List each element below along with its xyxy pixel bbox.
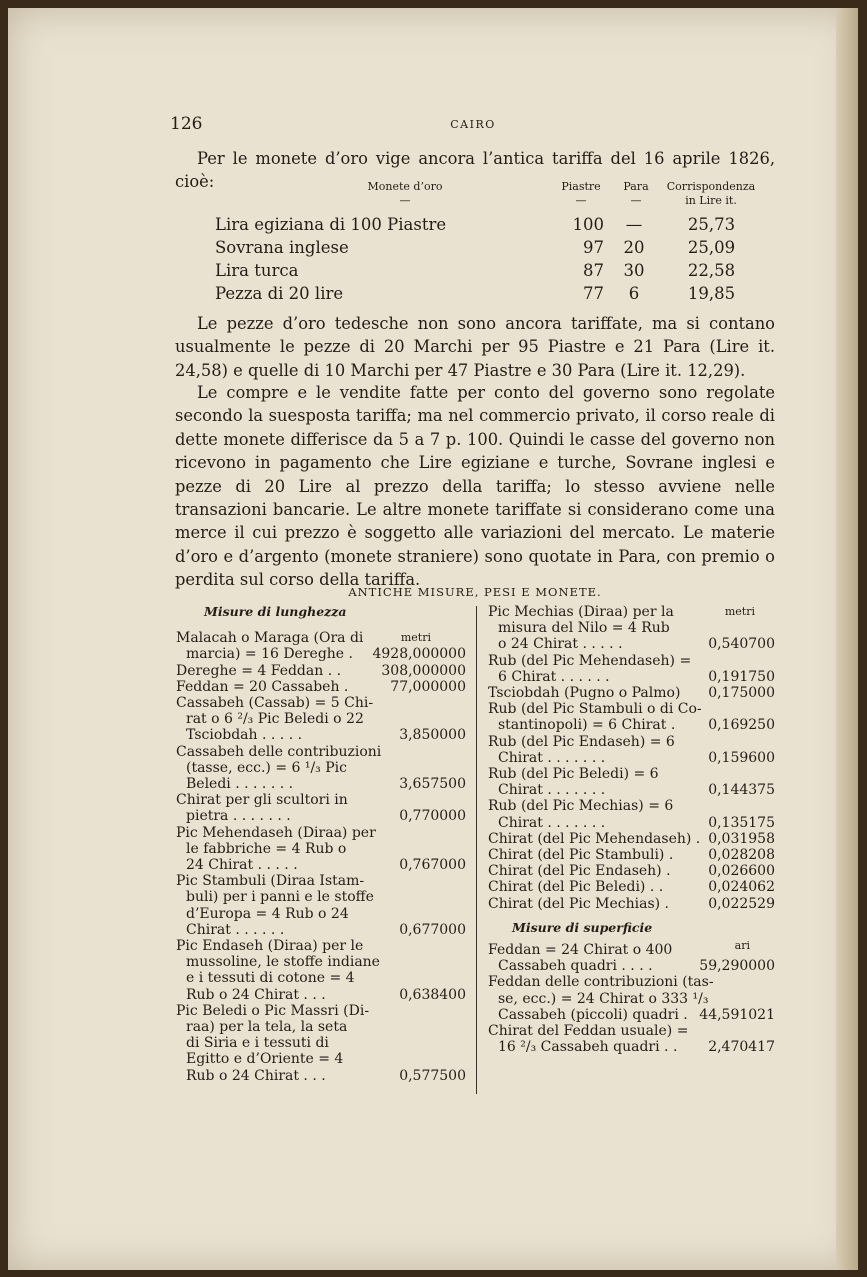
measure-text: Pic Mechias (Diraa) per la [488, 604, 674, 620]
measure-entry [176, 679, 466, 695]
measure-text: Chirat . . . . . . [186, 921, 285, 938]
lire-value: 22,58 [687, 261, 736, 280]
measure-text: 6 Chirat . . . . . . [498, 668, 610, 685]
measure-text: Chirat . . . . . . . [498, 782, 606, 799]
measure-value: 0,540700 [708, 636, 775, 653]
measure-value: 0,638400 [399, 986, 466, 1003]
measure-text: Malacah o Maraga (Ora di [176, 630, 364, 647]
measure-value: 0,135175 [708, 814, 775, 831]
measure-entry [176, 1003, 466, 1084]
col-piastre-header: Piastre — [561, 180, 601, 207]
piastre-value: 87 [583, 261, 604, 280]
lire-value: 25,73 [687, 215, 736, 234]
measure-text: Cassabeh (Cassab) = 5 Chi- [176, 695, 374, 712]
right-items [488, 604, 775, 912]
measure-entry [176, 873, 466, 938]
measure-value: 3,657500 [399, 776, 466, 793]
measure-value: 308,000000 [381, 662, 466, 679]
measure-entry [488, 863, 775, 879]
measure-value: 0,031958 [708, 830, 775, 847]
measure-text: Chirat (del Pic Stambuli) . [488, 847, 674, 864]
measure-text: Feddan = 24 Chirat o 400 [488, 942, 673, 959]
measure-entry [488, 879, 775, 895]
measure-value: 0,677000 [399, 921, 466, 938]
measure-text: Dereghe = 4 Feddan . . [176, 662, 342, 679]
left-unit: metri [400, 631, 431, 644]
measure-value: 0,191750 [708, 668, 775, 685]
measure-text: Chirat . . . . . . . [498, 814, 606, 831]
tariff-header [215, 175, 775, 215]
surface-items [488, 942, 775, 1055]
measure-text: Tsciobdah (Pugno o Palmo) [488, 685, 681, 702]
measure-entry [488, 734, 775, 766]
measure-text: 24 Chirat . . . . . [186, 857, 298, 874]
measure-value: 0,026600 [708, 863, 775, 880]
measure-text: raa) per la tela, la seta [186, 1019, 348, 1036]
measure-entry [176, 825, 466, 874]
measure-entry [488, 653, 775, 685]
measure-value: 44,591021 [699, 1006, 775, 1023]
column-divider [476, 606, 477, 1094]
measure-text: o 24 Chirat . . . . . [498, 636, 623, 653]
coin-name: Lira turca [215, 261, 299, 280]
measure-text: Chirat (del Pic Mechias) . [488, 895, 669, 912]
measure-value: 0,028208 [708, 847, 775, 864]
measure-text: Chirat per gli scultori in [176, 792, 348, 809]
measure-entry [488, 798, 775, 830]
measure-value: 59,290000 [699, 958, 775, 975]
lire-value: 19,85 [687, 284, 736, 303]
measure-text: Rub (del Pic Endaseh) = 6 [488, 733, 675, 750]
left-column-measures [176, 604, 466, 1084]
measure-text: pietra . . . . . . . [186, 808, 291, 825]
paragraph-1: Le pezze d’oro tedesche non sono ancora tariffate, ma si contano usualmente le pezze di 20 Marchi per 95 Piastre e 21 Para (Lire it. 24,58) e quelle di 10 Marchi per 47 Piastre e 30 Para (Lire it. 12,29). [175, 314, 775, 380]
coin-name: Pezza di 20 lire [215, 284, 344, 303]
para-value: 6 [628, 284, 640, 303]
measure-entry [488, 685, 775, 701]
measure-text: Chirat (del Pic Endaseh) . [488, 863, 671, 880]
measure-value: 0,144375 [708, 782, 775, 799]
measure-text: Chirat . . . . . . . [498, 749, 606, 766]
measure-text: Chirat (del Pic Beledi) . . [488, 879, 664, 896]
surface-unit: ari [734, 939, 750, 953]
tariff-row [215, 238, 775, 261]
section-title: ANTICHE MISURE, PESI E MONETE. [348, 585, 602, 599]
measure-text: Cassabeh quadri . . . . [498, 958, 653, 975]
measure-text: e i tessuti di cotone = 4 [186, 970, 355, 987]
col-coin-header: Monete d’oro — [367, 180, 443, 207]
piastre-value: 97 [583, 238, 604, 257]
lire-value: 25,09 [687, 238, 736, 257]
measure-text: Egitto e d’Oriente = 4 [186, 1051, 344, 1068]
measure-text: Rub (del Pic Mechias) = 6 [488, 798, 674, 815]
tariff-row [215, 215, 775, 238]
measure-text: Rub (del Pic Mehendaseh) = [488, 652, 692, 669]
para-value: 30 [623, 261, 645, 280]
measure-value: 0,770000 [399, 808, 466, 825]
measure-value: 0,022529 [708, 895, 775, 912]
measure-text: Beledi . . . . . . . [186, 776, 294, 793]
measure-value: 0,169250 [708, 717, 775, 734]
measure-text: Rub (del Pic Stambuli o di Co- [488, 701, 702, 718]
measure-text: Feddan = 20 Cassabeh . [176, 678, 349, 695]
measure-entry [176, 744, 466, 793]
measure-text: Rub o 24 Chirat . . . [186, 1067, 326, 1084]
measure-text: Chirat (del Pic Mehendaseh) . [488, 830, 701, 847]
measure-text: Feddan delle contribuzioni (tas- [488, 974, 714, 991]
measure-text: le fabbriche = 4 Rub o [186, 840, 347, 857]
gold-coin-tariff-table [215, 175, 775, 307]
measure-entry [488, 701, 775, 733]
coin-name: Sovrana inglese [215, 238, 349, 257]
measure-entry [176, 630, 466, 662]
page-number: 126 [170, 114, 203, 134]
col-para-header: Para — [623, 180, 649, 207]
page-header [170, 114, 776, 138]
surface-heading: Misure di superficie [512, 919, 653, 935]
measure-text: 16 ²/₃ Cassabeh quadri . . [498, 1039, 678, 1056]
measure-value: 3,850000 [399, 727, 466, 744]
piastre-value: 77 [583, 284, 604, 303]
measure-value: 4928,000000 [372, 646, 466, 663]
measure-entry [176, 792, 466, 824]
running-title: CAIRO [450, 118, 496, 131]
measure-text: Rub o 24 Chirat . . . [186, 986, 326, 1003]
measure-entry [488, 847, 775, 863]
tariff-row [215, 261, 775, 284]
measure-entry [488, 1023, 775, 1055]
measure-text: Pic Stambuli (Diraa Istam- [176, 873, 365, 890]
measure-text: buli) per i panni e le stoffe [186, 889, 374, 906]
measure-text: se, ecc.) = 24 Chirat o 333 ¹/₃ [498, 990, 709, 1007]
left-heading: Misure di lunghezza [204, 604, 347, 619]
right-column-measures [488, 604, 775, 1055]
measure-entry [488, 604, 775, 653]
measure-text: d’Europa = 4 Rub o 24 [186, 905, 349, 922]
measure-text: Cassabeh delle contribuzioni [176, 743, 382, 760]
measure-text: marcia) = 16 Dereghe . [186, 646, 353, 663]
measure-text: Cassabeh (piccoli) quadri . [498, 1006, 688, 1023]
measure-value: 2,470417 [708, 1039, 775, 1056]
measure-text: rat o 6 ²/₃ Pic Beledi o 22 [186, 711, 364, 728]
measure-entry [176, 938, 466, 1003]
left-items [176, 630, 466, 1084]
measure-value: 0,159600 [708, 749, 775, 766]
measure-text: misura del Nilo = 4 Rub [498, 620, 670, 637]
measure-entry [488, 896, 775, 912]
measure-text: Pic Beledi o Pic Massri (Di- [176, 1002, 370, 1019]
measure-text: Pic Endaseh (Diraa) per le [176, 938, 364, 955]
coin-name: Lira egiziana di 100 Piastre [215, 215, 447, 234]
measure-value: 0,577500 [399, 1067, 466, 1084]
measure-value: 0,024062 [708, 879, 775, 896]
measure-value: 77,000000 [390, 678, 466, 695]
measure-text: mussoline, le stoffe indiane [186, 954, 380, 971]
measure-entry [488, 831, 775, 847]
paragraph-2: Le compre e le vendite fatte per conto del governo sono regolate secondo la suesposta tariffa; ma nel commercio privato, il corso reale di dette monete differisce da 5 a 7 p. 100. Quindi le casse del governo non ricevono in pagamento che Lire egiziane e turche, Sovrane inglesi e pezze di 20 Lire al prezzo della tariffa; lo stesso avviene nelle transazioni bancarie. Le altre monete tariffate si considerano come una merce il cui prezzo è soggetto alle variazioni del mercato. Le materie d’oro e d’argento (monete straniere) sono quotate in Para, con premio o perdita sul corso della tariffa. [175, 383, 775, 590]
page-spine-shadow [836, 8, 858, 1270]
intro-text: Per le monete d’oro vige ancora l’antica tariffa del 16 aprile 1826, cioè: [175, 149, 775, 192]
piastre-value: 100 [572, 215, 604, 234]
tariff-row [215, 284, 775, 307]
right-unit: metri [724, 605, 755, 618]
measure-text: stantinopoli) = 6 Chirat . [498, 717, 676, 734]
para-value: — [625, 215, 643, 234]
measure-entry [488, 766, 775, 798]
para-value: 20 [623, 238, 645, 257]
measure-text: Chirat del Feddan usuale) = [488, 1023, 689, 1040]
measure-value: 0,175000 [708, 685, 775, 702]
measure-text: Rub (del Pic Beledi) = 6 [488, 766, 659, 783]
measure-text: (tasse, ecc.) = 6 ¹/₃ Pic [186, 759, 347, 776]
tariff-rows [215, 215, 775, 307]
measure-entry [176, 663, 466, 679]
measure-entry [488, 974, 775, 1023]
measure-text: Pic Mehendaseh (Diraa) per [176, 824, 376, 841]
measure-value: 0,767000 [399, 857, 466, 874]
measure-text: Tsciobdah . . . . . [186, 727, 303, 744]
col-corr-header: Corrispondenza in Lire it. [666, 180, 756, 207]
measure-entry [488, 942, 775, 974]
measure-entry [176, 695, 466, 744]
measure-text: di Siria e i tessuti di [186, 1035, 329, 1052]
